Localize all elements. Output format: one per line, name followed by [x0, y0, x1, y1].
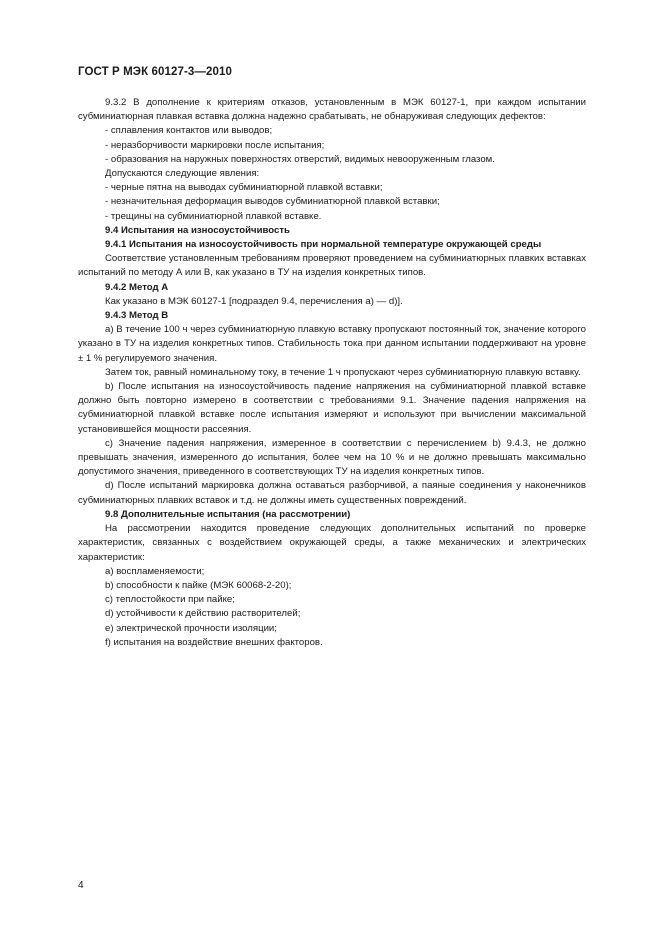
allowed-item: - черные пятна на выводах субминиатюрной плавкой вставки;: [105, 182, 383, 194]
paragraph: Как указано в МЭК 60127-1 [подраздел 9.4, перечисления а) — d)].: [105, 295, 403, 307]
section-heading-9-4-3: 9.4.3 Метод В: [105, 310, 169, 322]
list-item-d: d) устойчивости к действию растворителей;: [105, 608, 301, 620]
list-item-a: a) воспламеняемости;: [105, 565, 205, 577]
list-item-d: d) После испытаний маркировка должна оставаться разборчивой, а паяные соединения у наконечников субминиатюрных плавких вставок и т.д. не должны иметь существенных повреждений.: [78, 480, 586, 506]
defect-item: - неразборчивости маркировки после испытания;: [105, 139, 325, 151]
paragraph: На рассмотрении находится проведение следующих дополнительных испытаний по проверке характеристик, связанных с воздействием окружающей среды, а также механических и электрических характеристик:: [78, 523, 586, 563]
allowed-item: - незначительная деформация выводов субминиатюрной плавкой вставки;: [105, 196, 440, 208]
paragraph: Соответствие установленным требованиям проверяют проведением на субминиатюрных плавких вставках испытаний по методу А или В, как указано в ТУ на изделия конкретных типов.: [78, 253, 586, 279]
list-item-c: c) Значение падения напряжения, измеренное в соответствии с перечислением b) 9.4.3, не должно превышать значения, измеренного до испытания, более чем на 10 % и не должно превышать максимально допустимого значения, приведенного в соответствующих ТУ на изделия конкретных типов.: [78, 437, 586, 478]
clause-9-3-2: 9.3.2 В дополнение к критериям отказов, установленным в МЭК 60127-1, при каждом испытании субминиатюрная плавкая вставка должна надежно срабатывать, не обнаруживая следующих дефектов:: [78, 97, 586, 123]
paragraph: Затем ток, равный номинальному току, в течение 1 ч пропускают через субминиатюрную плавкую вставку.: [105, 366, 581, 378]
document-body: [78, 96, 586, 650]
defect-item: - образования на наружных поверхностях отверстий, видимых невооруженным глазом.: [105, 153, 495, 165]
list-item-b: b) способности к пайке (МЭК 60068-2-20);: [105, 579, 292, 591]
list-item-c: c) теплостойкости при пайке;: [105, 594, 235, 606]
section-heading-9-4-1: 9.4.1 Испытания на износоустойчивость при нормальной температуре окружающей среды: [105, 239, 542, 251]
defect-item: - сплавления контактов или выводов;: [105, 125, 273, 137]
allowed-item: - трещины на субминиатюрной плавкой вставке.: [105, 210, 322, 222]
section-heading-9-4: 9.4 Испытания на износоустойчивость: [105, 224, 290, 236]
document-header: ГОСТ Р МЭК 60127-3—2010: [78, 66, 232, 78]
section-heading-9-4-2: 9.4.2 Метод А: [105, 281, 169, 293]
page-number: 4: [78, 880, 84, 891]
allowed-phenomena-intro: Допускаются следующие явления:: [105, 168, 260, 180]
list-item-a: а) В течение 100 ч через субминиатюрную плавкую вставку пропускают постоянный ток, значение которого указано в ТУ на изделия конкретных типов. Стабильность тока при данном испытании поддерживают на уровне ± 1 % регулируемого значения.: [78, 324, 586, 364]
section-heading-9-8: 9.8 Дополнительные испытания (на рассмотрении): [105, 508, 351, 520]
list-item-e: e) электрической прочности изоляции;: [105, 622, 277, 634]
list-item-f: f) испытания на воздействие внешних факторов.: [105, 636, 323, 648]
list-item-b: b) После испытания на износоустойчивость падение напряжения на субминиатюрной плавкой вставке должно быть повторно измерено в соответствии с требованиями 9.1. Значение падения напряжения на субминиатюрной плавкой вставке после испытания измеряют и используют при вычислении максимальной установившейся мощности рассеяния.: [78, 381, 586, 435]
